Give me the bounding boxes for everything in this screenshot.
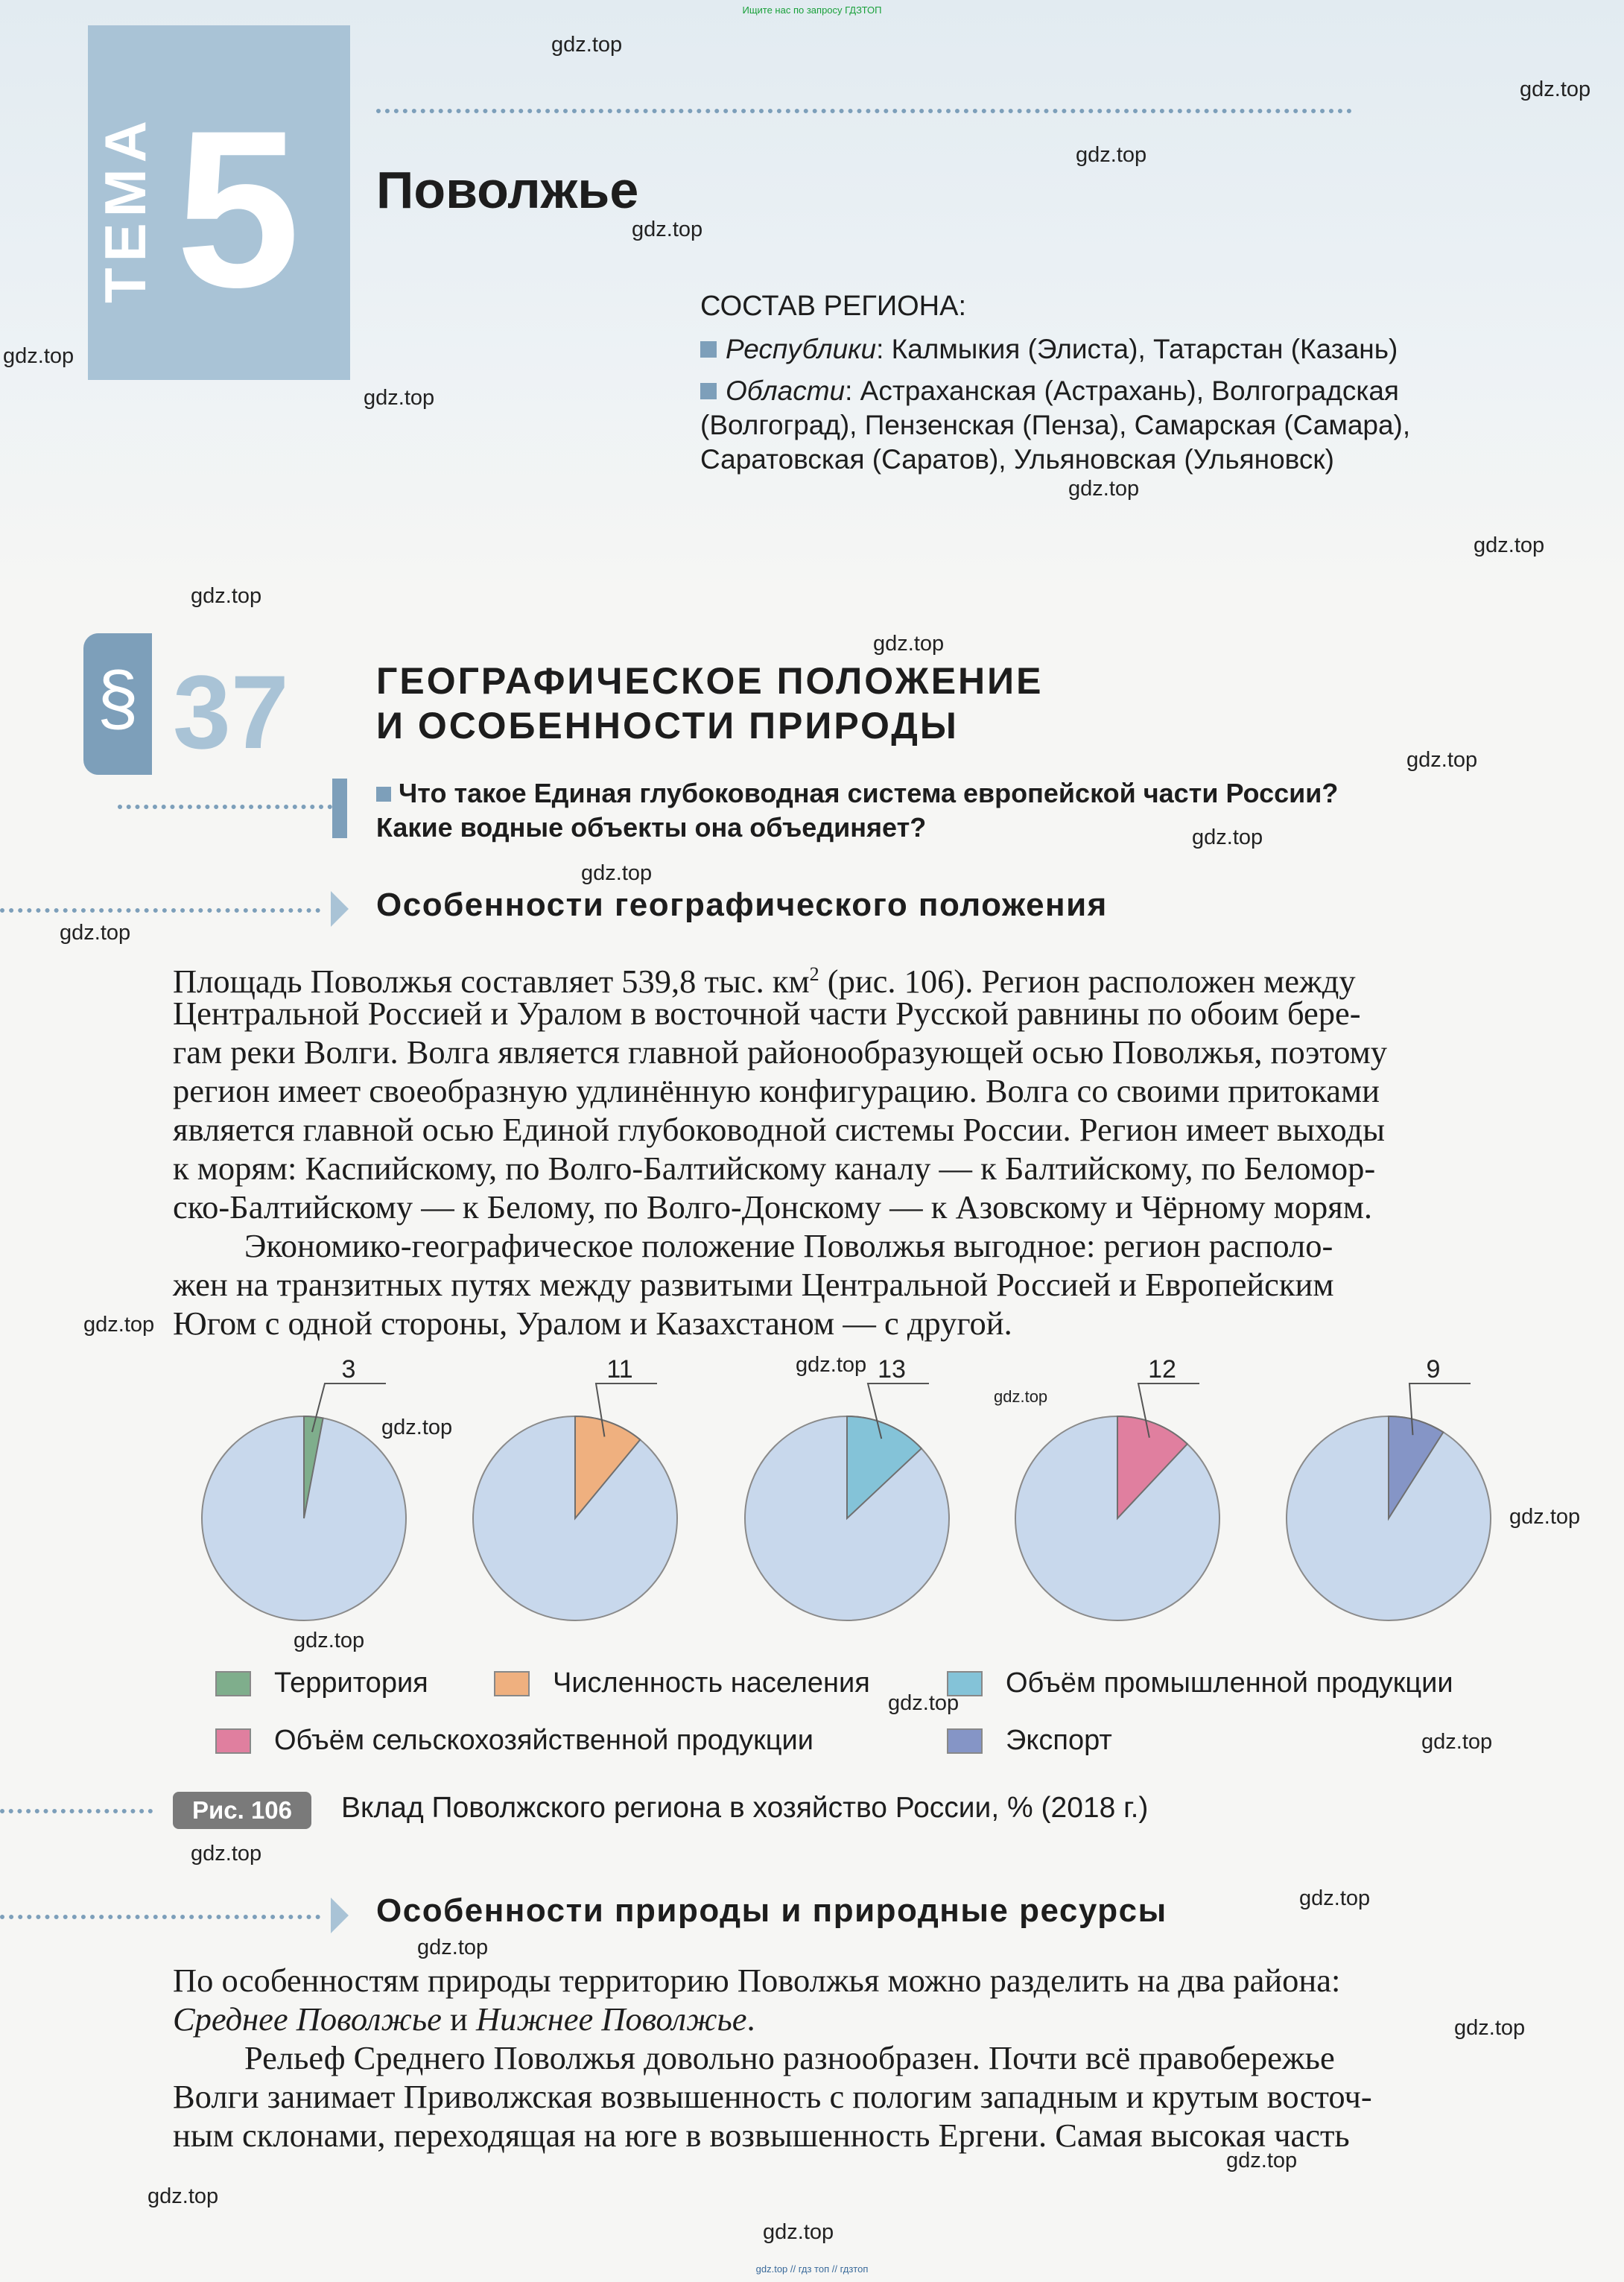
legend-swatch-agriculture: [215, 1728, 251, 1754]
section1-dotted-rule: [0, 908, 320, 913]
section1-line-5: является главной осью Единой глубоководной системы России. Регион имеет выходы: [173, 1111, 1385, 1148]
paragraph-dotted-rule: [118, 805, 332, 809]
section1-line-9: жен на транзитных путях между развитыми Центральной Россией и Европейским: [173, 1266, 1334, 1303]
watermark: gdz.top: [294, 1629, 365, 1652]
watermark: gdz.top: [796, 1353, 867, 1377]
bullet-square-icon: [376, 787, 391, 802]
paragraph-title-line-1: ГЕОГРАФИЧЕСКОЕ ПОЛОЖЕНИЕ: [376, 660, 1044, 702]
section1-line-10: Югом с одной стороны, Уралом и Казахстаном — с другой.: [173, 1305, 1012, 1342]
watermark: gdz.top: [1474, 533, 1545, 557]
oblasts-text-1: : Астраханская (Астрахань), Волгоградская: [845, 375, 1399, 406]
watermark: gdz.top: [888, 1691, 960, 1715]
topic-number: 5: [176, 83, 300, 334]
oblasts-label: Области: [726, 375, 846, 406]
legend-label-export: Экспорт: [1006, 1725, 1112, 1756]
section1-arrow-icon: [331, 891, 349, 927]
section2-line-5: ным склонами, переходящая на юге в возвышенность Ергени. Самая высокая часть: [173, 2117, 1350, 2154]
watermark: gdz.top: [1406, 748, 1478, 772]
section1-line-6: к морям: Каспийскому, по Волго-Балтийскому каналу — к Балтийскому, по Беломор-: [173, 1150, 1376, 1187]
top-search-note: Ищите нас по запросу ГДЗТОП: [742, 4, 882, 16]
watermark: gdz.top: [1299, 1886, 1371, 1910]
watermark: gdz.top: [191, 1842, 262, 1866]
legend-label-population: Численность населения: [553, 1667, 870, 1699]
watermark: gdz.top: [1068, 477, 1140, 501]
pie-3: [745, 1356, 949, 1620]
pie-value-label: 11: [606, 1356, 633, 1384]
pie-value-label: 13: [878, 1356, 906, 1384]
term-lower-volga: Нижнее Поволжье: [475, 2000, 747, 2038]
question-line-1: Что такое Единая глубоководная система европейской части России?: [376, 778, 1338, 809]
topic-word: ТЕМА: [92, 114, 158, 303]
watermark: gdz.top: [3, 344, 74, 368]
legend-swatch-population: [494, 1671, 530, 1696]
watermark: gdz.top: [191, 584, 262, 608]
section2-line-3: Рельеф Среднего Поволжья довольно разнообразен. Почти всё правобережье: [244, 2039, 1335, 2076]
watermark: gdz.top: [1192, 825, 1263, 849]
section1-title: Особенности географического положения: [376, 887, 1108, 923]
paragraph-title-line-2: И ОСОБЕННОСТИ ПРИРОДЫ: [376, 705, 959, 747]
section2-line-1: По особенностям природы территорию Поволжья можно разделить на два района:: [173, 1962, 1341, 1999]
bottom-note: gdz.top // гдз топ // гдзтоп: [755, 2263, 869, 2275]
bullet-square-icon: [700, 341, 717, 358]
bullet-square-icon: [700, 383, 717, 399]
watermark: gdz.top: [1076, 143, 1147, 167]
header-dotted-rule: [376, 109, 1352, 113]
watermark: gdz.top: [873, 632, 945, 656]
watermark: gdz.top: [381, 1416, 453, 1439]
pie-value-label: 9: [1426, 1356, 1441, 1384]
pie-5: [1287, 1356, 1491, 1620]
watermark: gdz.top: [1520, 77, 1591, 101]
watermark: gdz.top: [83, 1313, 155, 1337]
watermark: gdz.top: [763, 2220, 834, 2244]
watermark: gdz.top: [148, 2184, 219, 2208]
section1-line-1: Площадь Поволжья составляет 539,8 тыс. $км^2$ (рис. 106). Регион расположен между: [173, 962, 1356, 1000]
paragraph-number: 37: [173, 653, 289, 770]
legend-label-territory: Территория: [274, 1667, 428, 1699]
term-middle-volga: Среднее Поволжье: [173, 2000, 442, 2038]
pie-value-label: 12: [1148, 1356, 1176, 1384]
section1-line-7: ско-Балтийскому — к Белому, по Волго-Донскому — к Азовскому и Чёрному морям.: [173, 1188, 1373, 1226]
republics-label: Республики: [726, 334, 877, 364]
figure-label: Рис. 106: [173, 1792, 311, 1829]
watermark: gdz.top: [60, 921, 131, 945]
question-line-2: Какие водные объекты она объединяет?: [376, 812, 927, 843]
pie-value-label: 3: [341, 1356, 356, 1384]
watermark: gdz.top: [364, 386, 435, 410]
pie-1: [202, 1356, 406, 1620]
region-title: Поволжье: [376, 161, 639, 219]
composition-heading: СОСТАВ РЕГИОНА:: [700, 291, 967, 322]
oblasts-line-3: Саратовская (Саратов), Ульяновская (Ульяновск): [700, 444, 1334, 475]
section1-line-8: Экономико-географическое положение Поволжья выгодное: регион располо-: [244, 1227, 1333, 1264]
caption-dotted-rule: [0, 1809, 153, 1813]
section1-line-2: Центральной Россией и Уралом в восточной части Русской равнины по обоим бере-: [173, 995, 1361, 1032]
legend-label-industry: Объём промышленной продукции: [1006, 1667, 1453, 1699]
republics-line: [700, 334, 1398, 365]
watermark: gdz.top: [581, 861, 653, 885]
paragraph-sign: §: [97, 656, 139, 740]
section1-line-4: регион имеет своеобразную удлинённую конфигурацию. Волга со своими притоками: [173, 1072, 1380, 1109]
pie-2: [473, 1356, 677, 1620]
section2-title: Особенности природы и природные ресурсы: [376, 1892, 1167, 1929]
watermark: gdz.top: [417, 1936, 489, 1959]
oblasts-line-1: [700, 375, 1399, 407]
question-bar: [332, 779, 347, 838]
watermark: gdz.top: [1226, 2149, 1298, 2172]
pie-charts: [0, 1356, 1624, 1639]
section2-dotted-rule: [0, 1915, 320, 1919]
section1-line-3: гам реки Волги. Волга является главной районообразующей осью Поволжья, поэтому: [173, 1033, 1388, 1071]
legend-label-agriculture: Объём сельскохозяйственной продукции: [274, 1725, 813, 1756]
watermark: gdz.top: [1421, 1730, 1493, 1754]
oblasts-line-2: (Волгоград), Пензенская (Пенза), Самарская (Самара),: [700, 410, 1411, 440]
republics-text: : Калмыкия (Элиста), Татарстан (Казань): [876, 334, 1398, 364]
legend-swatch-export: [947, 1728, 983, 1754]
section2-line-2: Среднее Поволжье и Нижнее Поволжье.: [173, 2000, 755, 2038]
watermark: gdz.top: [1454, 2016, 1526, 2040]
section2-arrow-icon: [331, 1898, 349, 1933]
watermark: gdz.top: [1509, 1505, 1581, 1529]
legend-swatch-territory: [215, 1671, 251, 1696]
watermark: gdz.top: [632, 218, 703, 241]
figure-caption: Вклад Поволжского региона в хозяйство России, % (2018 г.): [341, 1792, 1149, 1824]
watermark: gdz.top: [551, 33, 623, 57]
watermark: gdz.top: [994, 1387, 1048, 1406]
section2-line-4: Волги занимает Приволжская возвышенность с пологим западным и крутым восточ-: [173, 2078, 1372, 2115]
